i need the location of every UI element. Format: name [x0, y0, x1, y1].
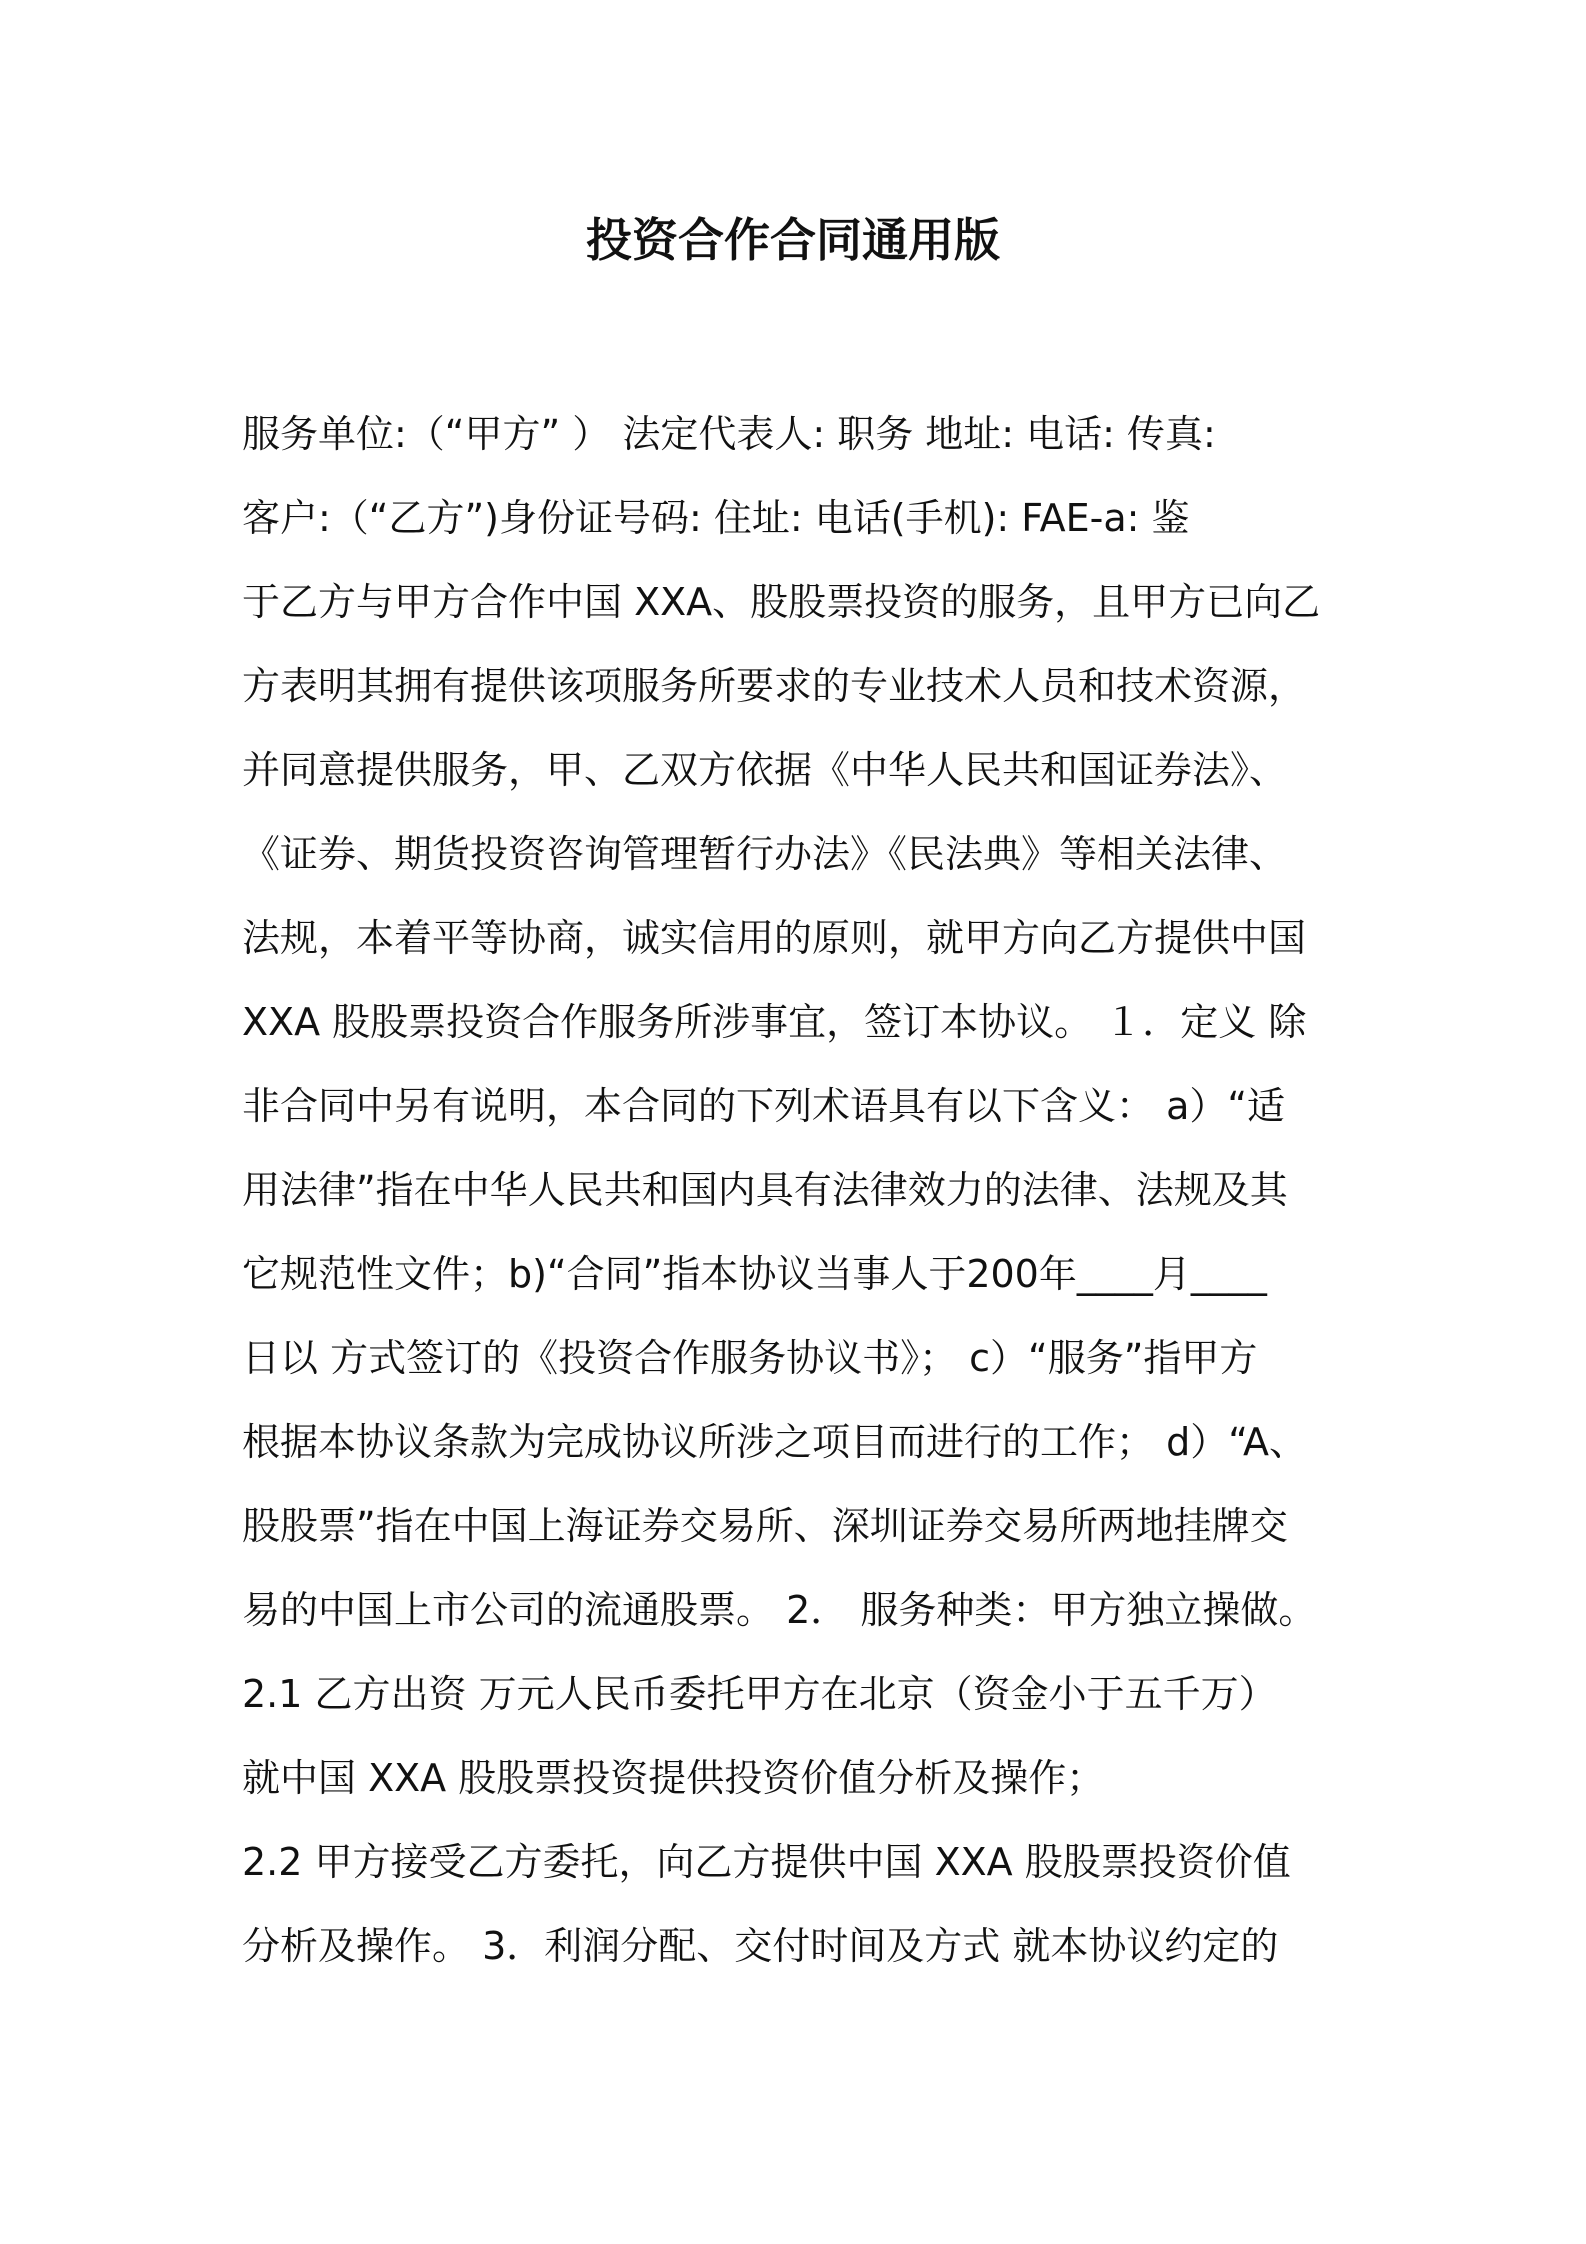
- body-line: 《证券、期货投资咨询管理暂行办法》《民法典》等相关法律、: [242, 832, 1288, 876]
- body-line: 服务单位:（“甲方” ） 法定代表人: 职务 地址: 电话: 传真:: [242, 412, 1216, 456]
- body-line: 日以 方式签订的《投资合作服务协议书》； c）“服务”指甲方: [242, 1336, 1258, 1380]
- body-line: 股股票”指在中国上海证券交易所、深圳证券交易所两地挂牌交: [242, 1504, 1288, 1548]
- body-line: 法规，本着平等协商，诚实信用的原则，就甲方向乙方提供中国: [242, 916, 1307, 960]
- body-line: 客户:（“乙方”)身份证号码: 住址: 电话(手机): FAE-a: 鉴: [242, 496, 1190, 540]
- body-line: 并同意提供服务，甲、乙双方依据《中华人民共和国证券法》、: [242, 748, 1288, 792]
- body-line: 非合同中另有说明，本合同的下列术语具有以下含义： a）“适: [242, 1084, 1286, 1128]
- body-line: 方表明其拥有提供该项服务所要求的专业技术人员和技术资源，: [242, 664, 1307, 708]
- body-line: 易的中国上市公司的流通股票。 2． 服务种类：甲方独立操做。: [242, 1588, 1317, 1632]
- body-line: 用法律”指在中华人民共和国内具有法律效力的法律、法规及其: [242, 1168, 1288, 1212]
- body-line: 根据本协议条款为完成协议所涉之项目而进行的工作； d）“A、: [242, 1420, 1307, 1464]
- body-line: 分析及操作。 3．利润分配、交付时间及方式 就本协议约定的: [242, 1924, 1279, 1968]
- body-line: XXA 股股票投资合作服务所涉事宜，签订本协议。 １．定义 除: [242, 1000, 1307, 1044]
- body-line: 于乙方与甲方合作中国 XXA、股股票投资的服务，且甲方已向乙: [242, 580, 1321, 624]
- body-line: 2.2 甲方接受乙方委托，向乙方提供中国 XXA 股股票投资价值: [242, 1840, 1291, 1884]
- body-line: 2.1 乙方出资 万元人民币委托甲方在北京（资金小于五千万）: [242, 1672, 1277, 1716]
- body-line: 它规范性文件；b)“合同”指本协议当事人于200年____月____: [242, 1252, 1267, 1296]
- body-line: 就中国 XXA 股股票投资提供投资价值分析及操作；: [242, 1756, 1105, 1800]
- document-title: 投资合作合同通用版: [586, 213, 1000, 267]
